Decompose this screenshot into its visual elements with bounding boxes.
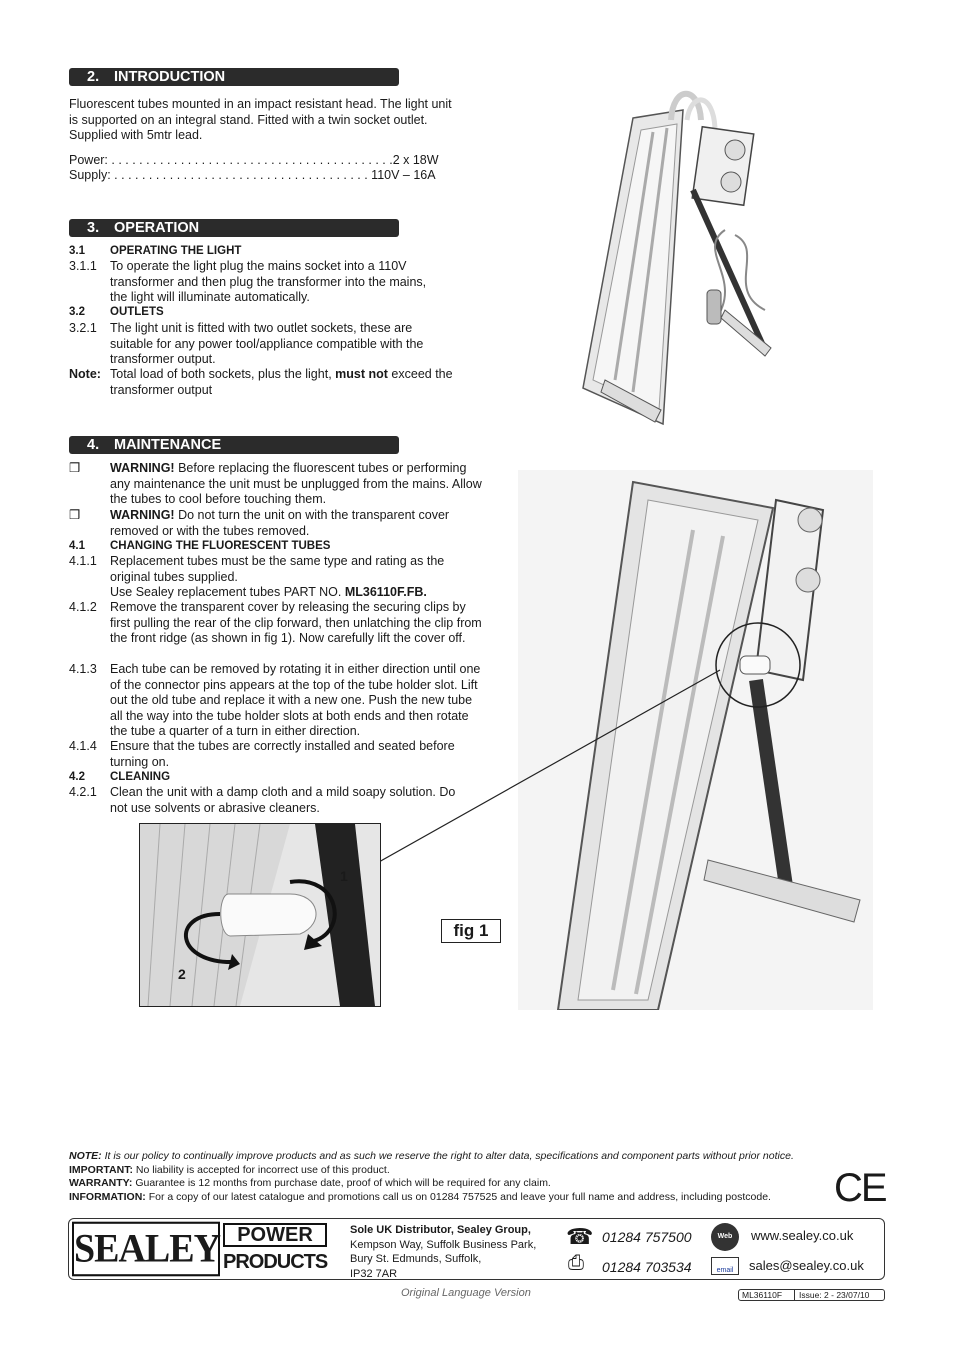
item-number: Note:: [69, 367, 101, 381]
reference-divider: [794, 1290, 795, 1300]
note-label: INFORMATION:: [69, 1190, 146, 1203]
web-icon: Web: [711, 1223, 739, 1251]
note-label: IMPORTANT:: [69, 1163, 133, 1176]
fax-icon: ⎙: [568, 1252, 584, 1274]
address-line: Bury St. Edmunds, Suffolk,: [350, 1253, 482, 1265]
notes-block: [69, 1150, 869, 1204]
intro-body: Fluorescent tubes mounted in an impact resistant head. The light unit is supported on an integral stand. Fitted with a twin socket outlet. Supplied with 5mtr lead.: [69, 97, 452, 142]
fax-number: 01284 703534: [602, 1259, 692, 1275]
original-language-note: Original Language Version: [401, 1287, 531, 1299]
note-text: No liability is accepted for incorrect use of this product.: [135, 1163, 390, 1176]
item-number: 3.2: [69, 306, 85, 318]
checkbox-bullet-icon: ❒: [69, 508, 81, 522]
spec-label: Supply:: [69, 168, 111, 182]
address-line: Kempson Way, Suffolk Business Park,: [350, 1238, 537, 1251]
issue-info: Issue: 2 - 23/07/10: [799, 1290, 870, 1300]
note-line: [69, 1191, 869, 1205]
distributor-address: [350, 1223, 565, 1281]
email-icon: email: [711, 1257, 739, 1275]
section-heading-operation: [69, 219, 399, 237]
section-heading-introduction: [69, 68, 399, 86]
item-text: To operate the light plug the mains socket into a 110V transformer and then plug the transformer into the mains, the light will illuminate automatically.: [110, 259, 427, 304]
item-text: [110, 508, 470, 539]
item-number: 3.1: [69, 245, 85, 257]
spec-power: Power: . . . . . . . . . . . . . . . . . . . . . . . . . . . . . . . . . . . . . . . . .2 x 18W: [69, 153, 439, 167]
clip-detail-drawing: [140, 824, 380, 1006]
part-number: ML36110F.FB.: [344, 585, 427, 599]
section-title: OPERATION: [114, 220, 200, 236]
telephone-icon: ☎: [566, 1224, 594, 1249]
section-number: 2.: [87, 69, 100, 85]
distributor-name: Sole UK Distributor, Sealey Group,: [350, 1224, 531, 1236]
warning-label: WARNING!: [110, 508, 175, 522]
item-text: Replacement tubes must be the same type and rating as the original tubes supplied.: [110, 554, 445, 584]
item-number: 4.2.1: [69, 785, 97, 799]
spec-value: 110V – 16A: [371, 168, 436, 182]
item-number: 4.2: [69, 771, 85, 783]
note-label: WARRANTY:: [69, 1177, 133, 1189]
section-title: INTRODUCTION: [114, 69, 226, 85]
item-text: Remove the transparent cover by releasing the securing clips by first pulling the rear of the clip forward, then unlatching the clip from the front ridge (as shown in fig 1). Now carefully lift the cover off.: [110, 600, 482, 645]
step-1-label: 1: [340, 868, 348, 884]
item-text: CLEANING: [110, 771, 171, 783]
item-number: 4.1.4: [69, 739, 97, 753]
item-text: [110, 367, 455, 398]
item-text: Ensure that the tubes are correctly installed and seated before turning on.: [110, 739, 455, 769]
model-number: ML36110F: [742, 1290, 783, 1300]
power-logo: POWER: [223, 1223, 327, 1247]
item-number: 4.1: [69, 540, 85, 552]
section-title: MAINTENANCE: [114, 437, 222, 453]
note-text: exceed the transformer output: [110, 367, 453, 397]
document-reference: [738, 1289, 885, 1301]
note-text: It is our policy to continually improve products and as such we reserve the right to alter data, specifications and component parts without prior notice.: [104, 1150, 794, 1162]
sealey-logo: SEALEY: [72, 1222, 220, 1277]
item-text: [110, 585, 482, 601]
note-line: [69, 1177, 869, 1191]
section-heading-maintenance: [69, 436, 399, 454]
checkbox-bullet-icon: ❒: [69, 461, 81, 475]
warning-label: WARNING!: [110, 461, 175, 475]
footer-contact-box: [68, 1218, 885, 1280]
ce-mark: CE: [834, 1166, 886, 1210]
warning-text: Before replacing the fluorescent tubes or performing any maintenance the unit must be unplugged from the mains. Allow the tubes to cool before touching them.: [110, 461, 482, 506]
phone-number: 01284 757500: [602, 1229, 692, 1245]
item-number: 4.1.1: [69, 554, 97, 568]
email-link[interactable]: sales@sealey.co.uk: [749, 1258, 864, 1273]
website-link[interactable]: www.sealey.co.uk: [751, 1228, 854, 1243]
clip-detail-inset: [139, 823, 381, 1007]
item-text: OPERATING THE LIGHT: [110, 245, 242, 257]
fig-label: fig 1: [441, 919, 501, 943]
section-number: 3.: [87, 220, 100, 236]
note-text: Total load of both sockets, plus the light,: [110, 367, 332, 381]
item-text: Each tube can be removed by rotating it in either direction until one of the connector pins appears at the top of the tube holder slot. Lift out the old tube and replace it with a new one. Push the new tube all the way into the tube holder slots at both ends and then rotate the tube a quarter of a turn in either direction.: [110, 662, 481, 738]
item-text: Clean the unit with a damp cloth and a mild soapy solution. Do not use solvents or abrasive cleaners.: [110, 785, 456, 815]
item-number: 3.1.1: [69, 259, 97, 273]
item-text: CHANGING THE FLUORESCENT TUBES: [110, 540, 331, 552]
note-text: Guarantee is 12 months from purchase date, proof of which will be required for any claim.: [135, 1177, 551, 1189]
note-label: NOTE:: [69, 1150, 102, 1162]
item-number: 4.1.3: [69, 662, 97, 676]
spec-value: 2 x 18W: [392, 153, 439, 167]
note-line: [69, 1150, 869, 1164]
spec-label: Power:: [69, 153, 108, 167]
address-line: IP32 7AR: [350, 1267, 398, 1280]
item-text: [110, 461, 482, 508]
item-text: OUTLETS: [110, 306, 164, 318]
note-emphasis: must not: [335, 367, 388, 381]
products-logo: PRODUCTS: [223, 1251, 328, 1273]
spec-supply: Supply: . . . . . . . . . . . . . . . . . . . . . . . . . . . . . . . . . . . . . 110V – 16A: [69, 168, 436, 182]
light-unit-photo: [575, 80, 785, 430]
item-text: The light unit is fitted with two outlet sockets, these are suitable for any power tool/appliance compatible with the transformer output.: [110, 321, 424, 366]
step-2-label: 2: [178, 966, 186, 982]
leader-line: [375, 660, 755, 870]
note-text: For a copy of our latest catalogue and promotions call us on 01284 757525 and leave your full name and address, including postcode.: [148, 1190, 771, 1203]
note-line: [69, 1164, 869, 1178]
section-number: 4.: [87, 437, 100, 453]
item-number: 4.1.2: [69, 600, 97, 614]
item-number: 3.2.1: [69, 321, 97, 335]
part-text: Use Sealey replacement tubes PART NO.: [110, 585, 342, 599]
warning-text: Do not turn the unit on with the transparent cover removed or with the tubes removed.: [110, 508, 450, 538]
